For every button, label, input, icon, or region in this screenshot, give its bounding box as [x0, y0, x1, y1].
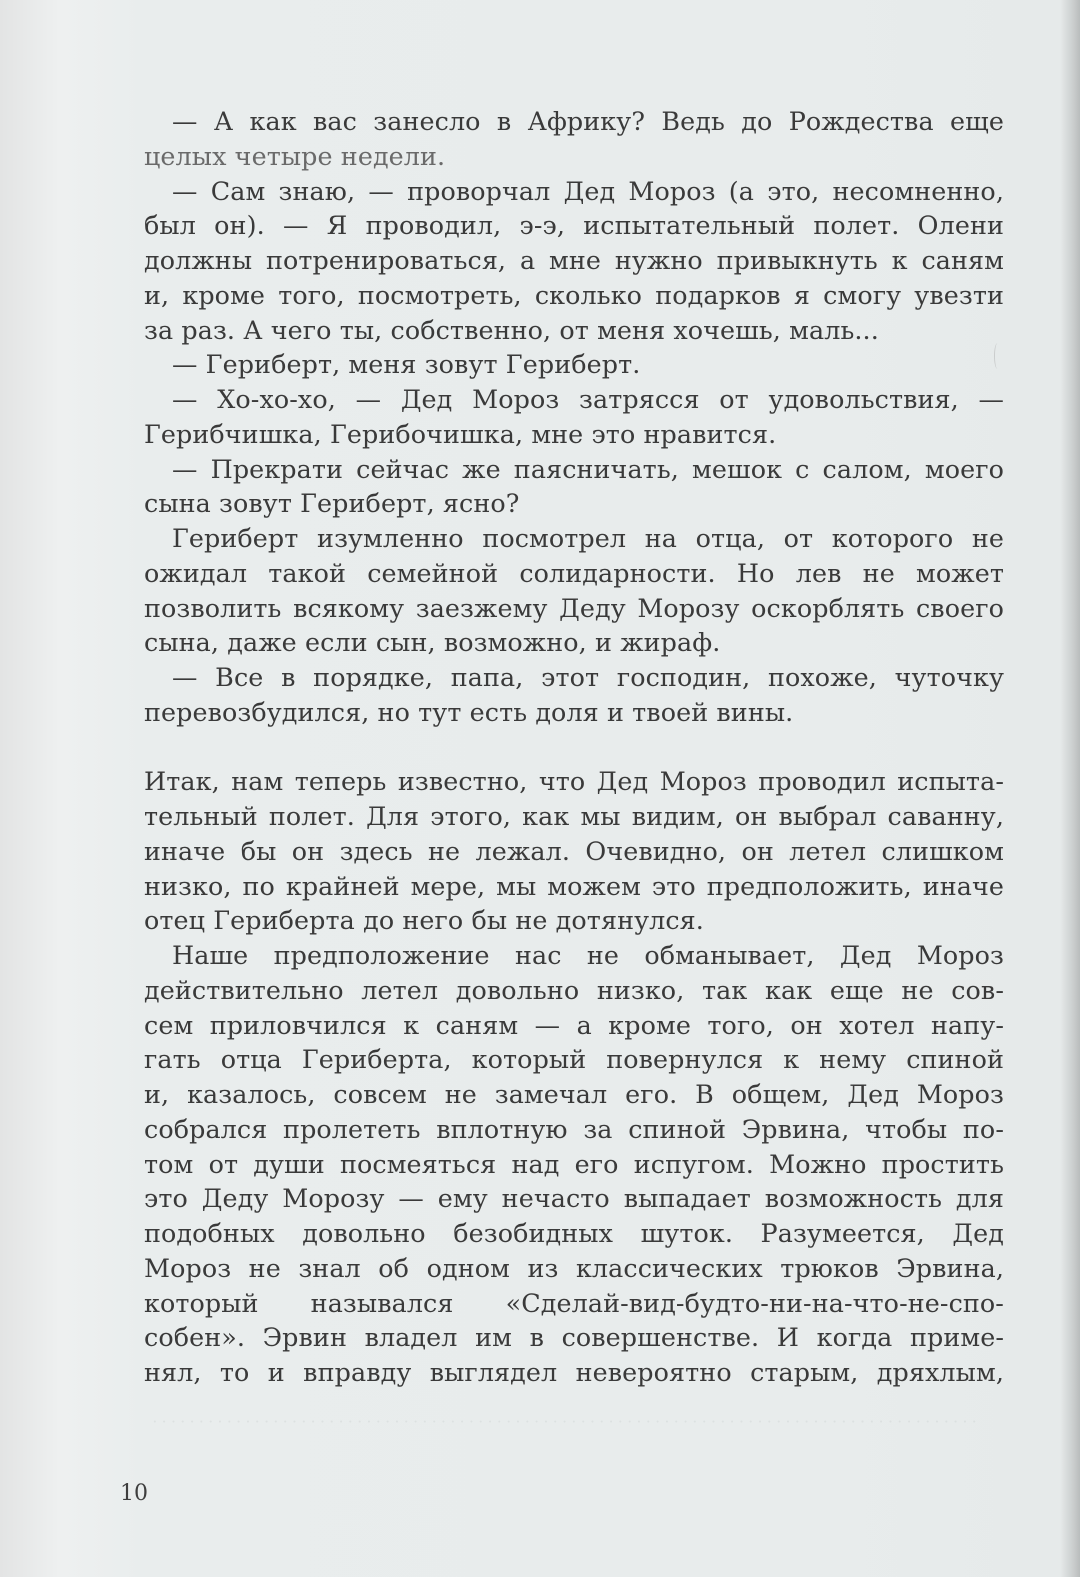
paper-mark: [994, 343, 1001, 369]
text-line: том от души посмеяться над его испугом. Можно простить: [144, 1148, 1004, 1179]
text-line: Мороз не знал об одном из классических трюков Эрвина,: [144, 1252, 1004, 1283]
text-line: действительно летел довольно низко, так как еще не сов-: [144, 974, 1004, 1005]
text-line: за раз. А чего ты, собственно, от меня хочешь, маль...: [144, 314, 879, 345]
text-line: должны потренироваться, а мне нужно привыкнуть к саням: [144, 245, 1004, 275]
text-line: Гериберт изумленно посмотрел на отца, от которого не: [172, 523, 1004, 553]
text-line: и, кроме того, посмотреть, сколько подарков я смогу увезти: [144, 279, 1004, 310]
text-line: сына, даже если сын, возможно, и жираф.: [144, 627, 721, 658]
text-line: ожидал такой семейной солидарности. Но лев не может: [144, 557, 1004, 588]
bleed-through-text: · · · · · · · · · · · · · · · · · · · · · · · · · · · · · · · · · · · · · · · · · · · · · · · · · · · · · · · · · · · · · · · · · · · · · · · · · · · · · · · · · · · · · · · · ·: [152, 1412, 977, 1431]
text-line: — Прекрати сейчас же паясничать, мешок с салом, моего: [172, 453, 1004, 484]
paragraph-gap: [144, 730, 1004, 765]
text-line: собен». Эрвин владел им в совершенстве. И когда приме-: [144, 1322, 1004, 1353]
text-line: — А как вас занесло в Африку? Ведь до Рождества еще: [172, 106, 1004, 136]
text-line: позволить всякому заезжему Деду Морозу оскорблять своего: [144, 592, 1004, 623]
text-line: собрался пролететь вплотную за спиной Эрвина, чтобы по-: [144, 1113, 1004, 1144]
text-line: который назывался «Сделай-вид-будто-ни-на-что-не-спо-: [144, 1287, 1004, 1318]
text-line: подобных довольно безобидных шуток. Разумеется, Дед: [144, 1218, 1004, 1248]
text-line: и, казалось, совсем не замечал его. В общем, Дед Мороз: [144, 1079, 1004, 1109]
text-line: Наше предположение нас не обманывает, Дед Мороз: [172, 940, 1004, 970]
text-line: — Все в порядке, папа, этот господин, похоже, чуточку: [172, 662, 1004, 692]
text-line: тельный полет. Для этого, как мы видим, он выбрал саванну,: [144, 801, 1004, 831]
text-line: сем приловчился к саням — а кроме того, он хотел напу-: [144, 1009, 1004, 1040]
text-line: нял, то и вправду выглядел невероятно старым, дряхлым,: [144, 1357, 1004, 1387]
text-line: целых четыре недели.: [144, 140, 446, 171]
text-line: был он). — Я проводил, э-э, испытательный полет. Олени: [144, 210, 1004, 241]
text-line: перевозбудился, но тут есть доля и твоей вины.: [144, 696, 794, 727]
text-line: — Сам знаю, — проворчал Дед Мороз (а это, несомненно,: [172, 175, 1004, 206]
text-line: гать отца Гериберта, который повернулся к нему спиной: [144, 1044, 1004, 1075]
text-line: Герибчишка, Герибочишка, мне это нравится.: [144, 418, 777, 449]
text-line: это Деду Морозу — ему нечасто выпадает возможность для: [144, 1183, 1004, 1214]
text-line: — Хо-хо-хо, — Дед Мороз затрясся от удовольствия, —: [172, 384, 1004, 414]
text-line: низко, по крайней мере, мы можем это предположить, иначе: [144, 870, 1004, 901]
body-text: [144, 104, 1004, 1390]
text-line: сына зовут Гериберт, ясно?: [144, 488, 520, 519]
page-number: 10: [120, 1481, 148, 1506]
text-line: — Гериберт, меня зовут Гериберт.: [172, 349, 641, 380]
text-line: отец Гериберта до него бы не дотянулся.: [144, 905, 704, 936]
text-line: иначе бы он здесь не лежал. Очевидно, он летел слишком: [144, 835, 1004, 866]
text-line: Итак, нам теперь известно, что Дед Мороз проводил испыта-: [144, 766, 1004, 797]
